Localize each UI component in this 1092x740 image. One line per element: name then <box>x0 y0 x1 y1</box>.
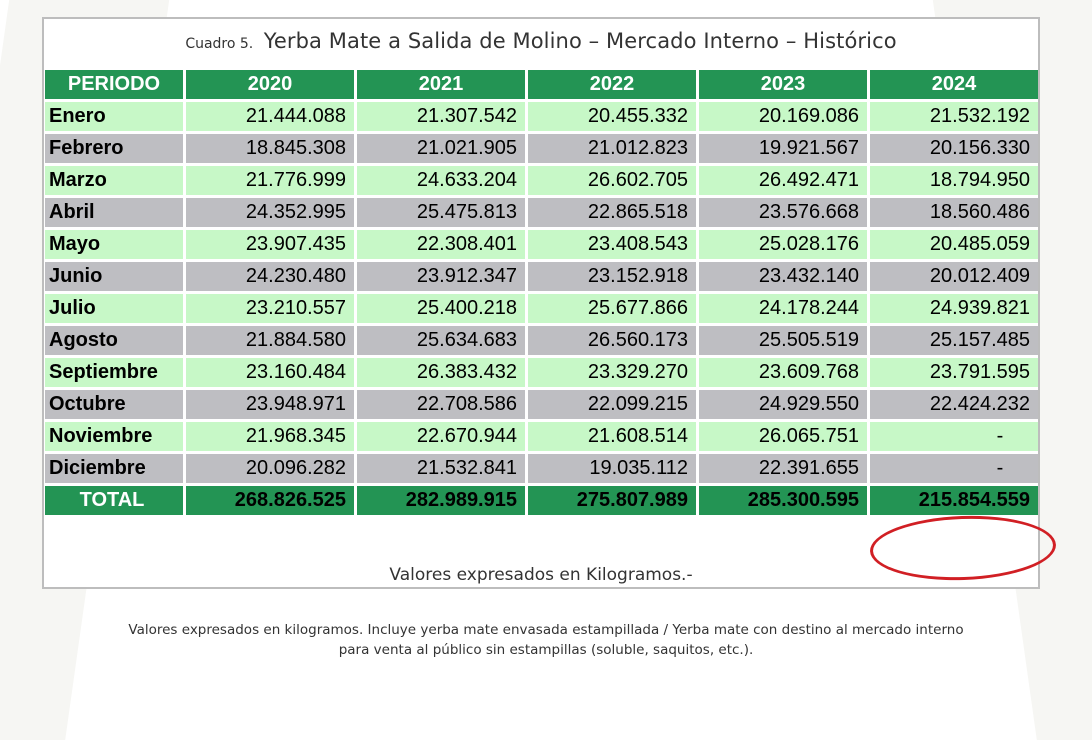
cell-value: 23.912.347 <box>357 262 525 291</box>
cell-value: 22.865.518 <box>528 198 696 227</box>
cell-value: 26.492.471 <box>699 166 867 195</box>
row-month-label: Agosto <box>45 326 183 355</box>
footnote <box>40 620 1052 660</box>
cell-value: 26.383.432 <box>357 358 525 387</box>
cell-value: 26.560.173 <box>528 326 696 355</box>
cell-value: 21.968.345 <box>186 422 354 451</box>
table-row <box>45 294 1038 323</box>
data-table <box>42 67 1041 518</box>
cell-value: 21.776.999 <box>186 166 354 195</box>
cell-value: 20.012.409 <box>870 262 1038 291</box>
table-row <box>45 230 1038 259</box>
header-row <box>45 70 1038 99</box>
cell-value: 25.028.176 <box>699 230 867 259</box>
cell-value: 23.210.557 <box>186 294 354 323</box>
cell-value: 24.230.480 <box>186 262 354 291</box>
row-month-label: Abril <box>45 198 183 227</box>
total-value: 282.989.915 <box>357 486 525 515</box>
cell-value: 18.794.950 <box>870 166 1038 195</box>
cell-value: - <box>870 422 1038 451</box>
cell-value: 21.884.580 <box>186 326 354 355</box>
row-month-label: Septiembre <box>45 358 183 387</box>
cell-value: 25.677.866 <box>528 294 696 323</box>
cell-value: 25.475.813 <box>357 198 525 227</box>
table-row <box>45 454 1038 483</box>
cell-value: 25.157.485 <box>870 326 1038 355</box>
units-note: Valores expresados en Kilogramos.- <box>389 565 693 585</box>
cell-value: 25.634.683 <box>357 326 525 355</box>
table-row <box>45 166 1038 195</box>
table-row <box>45 134 1038 163</box>
cell-value: 21.532.841 <box>357 454 525 483</box>
cell-value: 21.444.088 <box>186 102 354 131</box>
cell-value: 23.160.484 <box>186 358 354 387</box>
cell-value: 22.391.655 <box>699 454 867 483</box>
cell-value: 21.012.823 <box>528 134 696 163</box>
cell-value: 22.708.586 <box>357 390 525 419</box>
row-month-label: Marzo <box>45 166 183 195</box>
cell-value: 22.308.401 <box>357 230 525 259</box>
cell-value: 26.602.705 <box>528 166 696 195</box>
table-row <box>45 422 1038 451</box>
caption-number: Cuadro 5. <box>185 36 254 52</box>
cell-value: 23.329.270 <box>528 358 696 387</box>
row-month-label: Julio <box>45 294 183 323</box>
cell-value: 23.907.435 <box>186 230 354 259</box>
table-caption <box>44 29 1038 53</box>
cell-value: 23.576.668 <box>699 198 867 227</box>
total-value: 275.807.989 <box>528 486 696 515</box>
row-month-label: Enero <box>45 102 183 131</box>
header-year-2021: 2021 <box>357 70 525 99</box>
total-value: 268.826.525 <box>186 486 354 515</box>
row-month-label: Febrero <box>45 134 183 163</box>
cell-value: 20.096.282 <box>186 454 354 483</box>
cell-value: 20.169.086 <box>699 102 867 131</box>
total-label: TOTAL <box>45 486 183 515</box>
table-row <box>45 326 1038 355</box>
cell-value: 20.156.330 <box>870 134 1038 163</box>
caption-title: Yerba Mate a Salida de Molino – Mercado Interno – Histórico <box>263 29 897 53</box>
row-month-label: Diciembre <box>45 454 183 483</box>
cell-value: 24.929.550 <box>699 390 867 419</box>
cell-value: 21.021.905 <box>357 134 525 163</box>
cell-value: 25.400.218 <box>357 294 525 323</box>
cell-value: 20.455.332 <box>528 102 696 131</box>
cell-value: 24.633.204 <box>357 166 525 195</box>
cell-value: 22.099.215 <box>528 390 696 419</box>
header-year-2022: 2022 <box>528 70 696 99</box>
cell-value: 23.609.768 <box>699 358 867 387</box>
cell-value: 18.560.486 <box>870 198 1038 227</box>
table-row <box>45 262 1038 291</box>
table-row <box>45 358 1038 387</box>
cell-value: 24.352.995 <box>186 198 354 227</box>
cell-value: 23.791.595 <box>870 358 1038 387</box>
cell-value: 26.065.751 <box>699 422 867 451</box>
cell-value: 23.432.140 <box>699 262 867 291</box>
cell-value: 20.485.059 <box>870 230 1038 259</box>
total-value: 215.854.559 <box>870 486 1038 515</box>
header-year-2024: 2024 <box>870 70 1038 99</box>
table-row <box>45 102 1038 131</box>
cell-value: 22.670.944 <box>357 422 525 451</box>
row-month-label: Junio <box>45 262 183 291</box>
footnote-line-1: Valores expresados en kilogramos. Incluye yerba mate envasada estampillada / Yerba mate con destino al mercado interno <box>128 622 964 638</box>
total-row <box>45 486 1038 515</box>
header-year-2023: 2023 <box>699 70 867 99</box>
table-row <box>45 390 1038 419</box>
cell-value: 21.608.514 <box>528 422 696 451</box>
cell-value: 24.178.244 <box>699 294 867 323</box>
cell-value: 19.921.567 <box>699 134 867 163</box>
cell-value: 22.424.232 <box>870 390 1038 419</box>
cell-value: 21.532.192 <box>870 102 1038 131</box>
row-month-label: Mayo <box>45 230 183 259</box>
cell-value: 23.408.543 <box>528 230 696 259</box>
cell-value: 23.948.971 <box>186 390 354 419</box>
footnote-line-2: para venta al público sin estampillas (soluble, saquitos, etc.). <box>338 642 754 658</box>
cell-value: 25.505.519 <box>699 326 867 355</box>
cell-value: 21.307.542 <box>357 102 525 131</box>
header-periodo: PERIODO <box>45 70 183 99</box>
table-row <box>45 198 1038 227</box>
cell-value: 19.035.112 <box>528 454 696 483</box>
cell-value: 24.939.821 <box>870 294 1038 323</box>
total-value: 285.300.595 <box>699 486 867 515</box>
row-month-label: Octubre <box>45 390 183 419</box>
row-month-label: Noviembre <box>45 422 183 451</box>
cell-value: 23.152.918 <box>528 262 696 291</box>
cell-value: - <box>870 454 1038 483</box>
header-year-2020: 2020 <box>186 70 354 99</box>
cell-value: 18.845.308 <box>186 134 354 163</box>
